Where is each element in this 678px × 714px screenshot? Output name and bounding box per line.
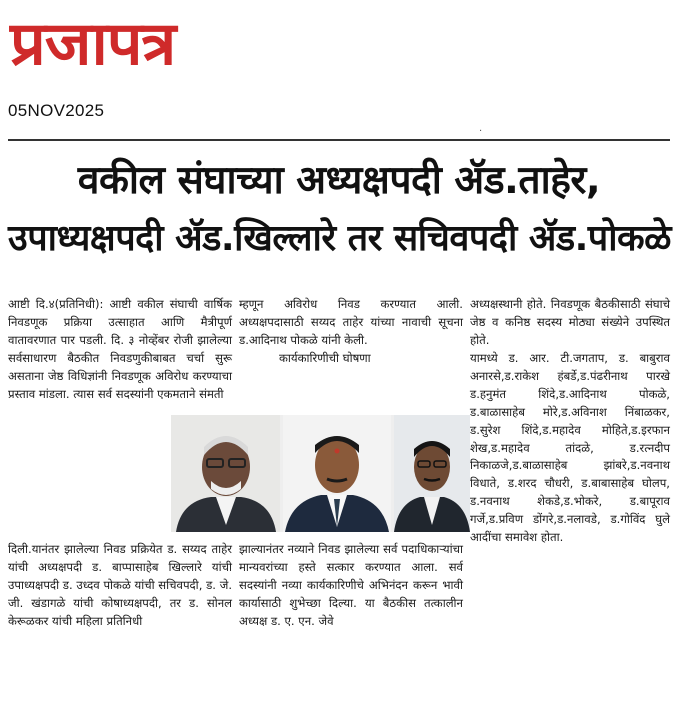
portrait-photo-3 [394,415,470,532]
article-column-3-names [470,350,670,547]
stray-mark: · [479,126,483,137]
masthead-title: प्रजापत्र [10,9,176,79]
article-paragraph: आष्टी दि.४(प्रतिनिधी): आष्टी वकील संघाची वार्षिक निवडणूक प्रक्रिया उत्साहात आणि मैत्रीपूर्ण वातावरणात पार पडली. दि. ३ नोव्हेंबर रोजी झालेल्या सर्वसाधारण बैठकीत निवडणुकीबाबत चर्चा सुरू असताना जेष्ठ विधिज्ञांनी निवडणूक अविरोध करण्याचा प्रस्ताव मांडला. त्यास सर्व सदस्यांनी एकमताने संमती [8,297,232,401]
article-column-2-bottom [239,541,463,631]
article-column-1-top [8,296,232,403]
masthead-logo [8,4,308,92]
headline-line-1: वकील संघाच्या अध्यक्षपदी ॲड.ताहेर, [77,158,601,203]
portrait-photo-1 [171,415,280,532]
publication-date: 05NOV2025 [8,101,105,120]
article-paragraph: म्हणून अविरोध निवड करण्यात आली. अध्यक्षपदासाठी सय्यद ताहेर यांच्या नावाची सूचना ड.आदिनाथ पोकळे यांनी केली. [239,297,463,347]
portrait-photo-2 [283,415,391,532]
article-column-3-top [470,296,670,350]
article-paragraph: झाल्यानंतर नव्याने निवड झालेल्या सर्व पदाधिकाऱ्यांचा मान्यवरांच्या हस्ते सत्कार करण्यात आला. सर्व सदस्यांनी नव्या कार्यकारिणीचे अभिनंदन करून भावी कार्यासाठी शुभेच्छा दिल्या. या बैठकीस तत्कालीन अध्यक्ष ड. ए. एन. जेवे [239,542,463,628]
article-paragraph: अध्यक्षस्थानी होते. निवडणूक बैठकीसाठी संघाचे जेष्ठ व कनिष्ठ सदस्य मोठ्या संख्येने उपस्थित होते. [470,297,670,347]
headline-line-2: उपाध्यक्षपदी ॲड.खिल्लारे तर सचिवपदी ॲड.पोकळे [8,218,672,259]
article-column-2-top [239,296,463,368]
article-paragraph: कार्यकारिणीची घोषणा [279,350,371,365]
article-paragraph: दिली.यानंतर झालेल्या निवड प्रक्रियेत ड. सय्यद ताहेर यांची अध्यक्षपदी ड. बाप्पासाहेब खिल्लारे यांची उपाध्यक्षपदी ड. उध्दव पोकळे यांची सचिवपदी, ड. जे. जी. खंडागळे यांची कोषाध्यक्षपदी, तर ड. सोनल केरूळकर यांची महिला प्रतिनिधी [8,542,232,628]
article-paragraph: यामध्ये ड. आर. टी.जगताप, ड. बाबुराव अनारसे,ड.राकेश हंबर्डे,ड.पंढरीनाथ पारखे ड.हनुमंत शिंदे,ड.आदिनाथ पोकळे, ड.बाळासाहेब मोरे,ड.अविनाश निंबाळकर, ड.सुरेश शिंदे,ड.महादेव मोहिते,ड.इरफान शेख,ड.महादेव तांदळे, ड.रत्नदीप निकाळजे,ड.बाळासाहेब झांबरे,ड.नवनाथ विधाते, ड.शरद चौधरी, ड.बाबासाहेब घोलप, ड.नवनाथ शेकडे,ड.भोकरे, ड.बापूराव गर्जे,ड.प्रविण डोंगरे,ड.नलावडे, ड.गोविंद घुले आदींचा समावेश होता. [470,351,670,545]
header-divider [8,139,670,141]
photo-strip [171,415,470,532]
article-column-1-bottom [8,541,232,631]
